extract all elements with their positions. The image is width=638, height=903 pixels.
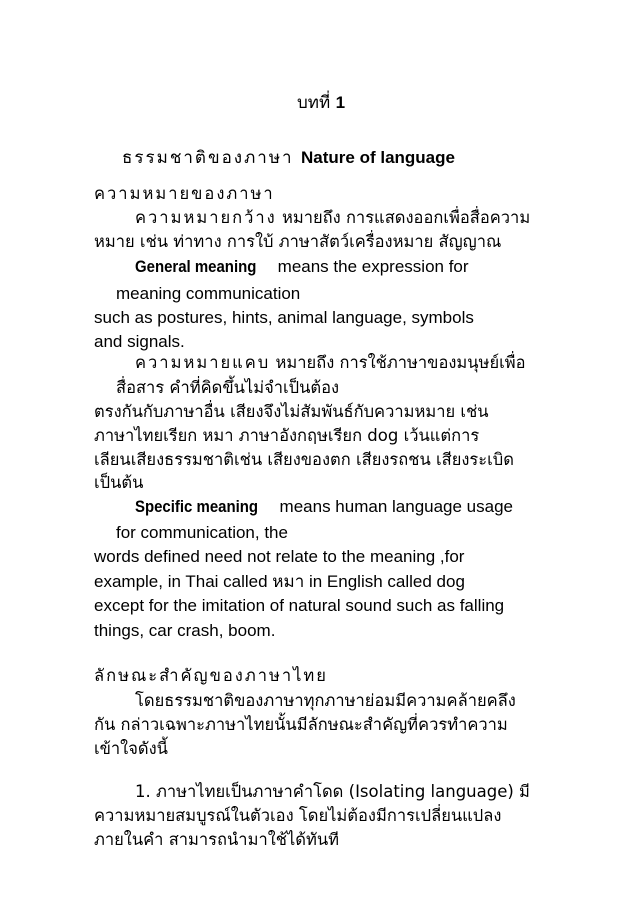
item1-line3: ภายในคำ สามารถนำมาใช้ได้ทันที — [94, 830, 340, 849]
narrow-meaning-line5: เลียนเสียงธรรมชาติเช่น เสียงของตก เสียงรถชน เสียงระเบิด — [94, 450, 514, 469]
narrow-meaning-line3: ตรงกันกับภาษาอื่น เสียงจึงไม่สัมพันธ์กับความหมาย เช่น — [94, 402, 489, 421]
chapter-prefix: บทที่ — [297, 93, 336, 113]
specific-meaning-line2: for communication, the — [116, 523, 288, 542]
broad-meaning-line2: หมาย เช่น ท่าทาง การใบ้ ภาษาสัตว์เครื่องหมาย สัญญาณ — [94, 232, 502, 251]
narrow-meaning-line6: เป็นต้น — [94, 473, 144, 492]
general-meaning-line1: General meaning means the expression for — [135, 257, 469, 276]
general-meaning-line2: meaning communication — [116, 284, 301, 303]
broad-meaning-label: ความหมายกว้าง — [135, 208, 277, 227]
narrow-meaning-label: ความหมายแคบ — [135, 353, 271, 372]
specific-meaning-line4: example, in Thai called หมา in English called dog — [94, 572, 465, 591]
specific-meaning-line1: Specific meaning means human language usage — [135, 497, 514, 516]
general-meaning-line3: such as postures, hints, animal language, symbols — [94, 308, 474, 327]
specific-meaning-line6: things, car crash, boom. — [94, 621, 276, 640]
broad-meaning-line1: ความหมายกว้าง หมายถึง การแสดงออกเพื่อสื่อความ — [135, 208, 531, 227]
section-title-meaning: ความหมายของภาษา — [94, 184, 275, 203]
item1-line1: 1. ภาษาไทยเป็นภาษาคำโดด (Isolating language) มี — [135, 782, 530, 801]
narrow-meaning-line1: ความหมายแคบ หมายถึง การใช้ภาษาของมนุษย์เพื่อ — [135, 353, 526, 372]
narrow-meaning-line2: สื่อสาร คำที่คิดขึ้นไม่จำเป็นต้อง — [116, 378, 340, 397]
chapter-number: 1 — [335, 93, 346, 112]
section-title-characteristics: ลักษณะสำคัญของภาษาไทย — [94, 666, 328, 685]
characteristics-intro-line2: กัน กล่าวเฉพาะภาษาไทยนั้นมีลักษณะสำคัญที่ควรทำความ — [94, 715, 508, 734]
specific-meaning-term: Specific meaning — [135, 497, 259, 516]
chapter-title — [297, 92, 345, 114]
heading-english: Nature of language — [301, 148, 455, 167]
general-meaning-line4: and signals. — [94, 332, 185, 351]
characteristics-intro-line1: โดยธรรมชาติของภาษาทุกภาษาย่อมมีความคล้ายคลึง — [135, 691, 516, 710]
main-heading — [122, 147, 455, 169]
narrow-meaning-line4: ภาษาไทยเรียก หมา ภาษาอังกฤษเรียก dog เว้นแต่การ — [94, 426, 480, 445]
specific-meaning-line5: except for the imitation of natural sound such as falling — [94, 596, 505, 615]
general-meaning-term: General meaning — [135, 257, 257, 276]
item1-line2: ความหมายสมบูรณ์ในตัวเอง โดยไม่ต้องมีการเปลี่ยนแปลง — [94, 806, 502, 825]
characteristics-intro-line3: เข้าใจดังนี้ — [94, 739, 168, 758]
specific-meaning-line3: words defined need not relate to the meaning ,for — [94, 547, 465, 566]
heading-thai: ธรรมชาติของภาษา — [122, 148, 302, 168]
